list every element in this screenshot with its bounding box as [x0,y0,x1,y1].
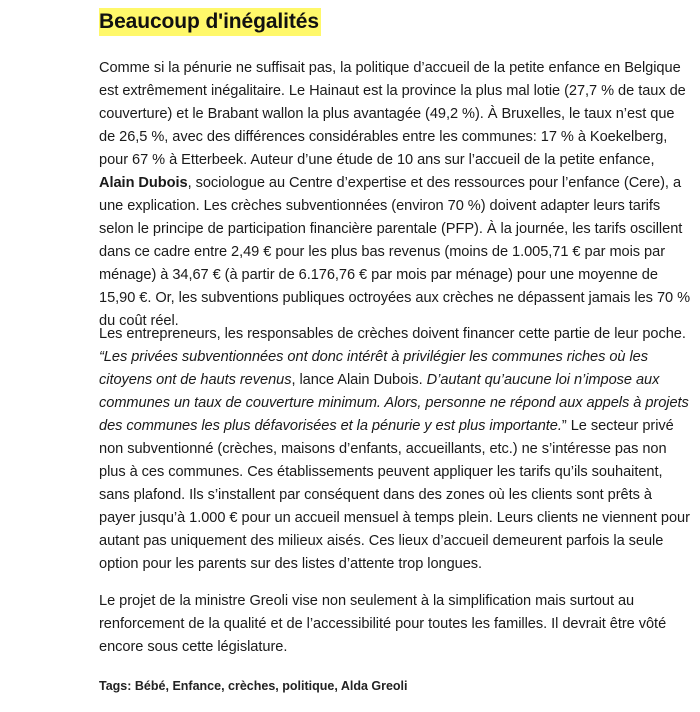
paragraph-2 [99,323,691,576]
paragraph-1 [99,57,691,333]
tags-label: Tags: [99,679,132,693]
paragraph-3: Le projet de la ministre Greoli vise non seulement à la simplification mais surtout au renforcement de la qualité et de l’accessibilité pour toutes les familles. Il devrait être vôté encore sous cette législature. [99,593,667,655]
quote-part-1: “Les privées subventionnées ont donc intérêt à privilégier les communes riches où les citoyens ont de hauts revenus [99,349,648,388]
tag-link[interactable]: Enfance [172,679,222,693]
paragraph-2-text-a: Les entrepreneurs, les responsables de crèches doivent financer cette partie de leur poche. [99,326,686,342]
section-heading-wrap [99,8,691,41]
paragraph-1-text-a: Comme si la pénurie ne suffisait pas, la politique d’accueil de la petite enfance en Belgique est extrêmement inégalitaire. Le Hainaut est la province la plus mal lotie (27,7 % de taux de couverture) et le Brabant wallon la plus avantagée (49,2 %). À Bruxelles, le taux n’est que de 26,5 %, avec des différences considérables entre les communes: 17 % à Koekelberg, pour 67 % à Etterbeek. Auteur d’une étude de 10 ans sur l’accueil de la petite enfance, [99,60,686,168]
paragraph-2-text-c: ” Le secteur privé non subventionné (crèches, maisons d’enfants, accueillants, etc.) ne s’intéresse pas non plus à ces communes. Ces établissements peuvent appliquer les tarifs qu’ils souhaitent, sans plafond. Ils s’installent par conséquent dans des zones où les clients sont prêts à payer jusqu’à 1.000 € pour un accueil mensuel à temps plein. Leurs clients ne viennent pour autant pas uniquement des milieux aisés. Ces lieux d’accueil demeurent parfois la seule option pour les parents sur des listes d’attente trop longues. [99,418,690,572]
tag-link[interactable]: Alda Greoli [340,679,408,693]
quote-part-2: D’autant qu’aucune loi n’impose aux communes un taux de couverture minimum. Alors, personne ne répond aux appels à projets des communes les plus défavorisées et la pénurie y est plus importante. [99,372,689,434]
article-body [99,0,691,693]
tag-link[interactable]: politique [282,679,335,693]
tags-list: Tags: Bébé, Enfance, crèches, politique, Alda Greoli [99,679,408,693]
author-name: Alain Dubois [99,175,188,191]
tag-link[interactable]: crèches [228,679,276,693]
paragraph-2-text-b: , lance Alain Dubois. [291,372,427,388]
tag-link[interactable]: Bébé [134,679,166,693]
section-heading: Beaucoup d'inégalités [99,8,321,36]
paragraph-1-text-b: , sociologue au Centre d’expertise et des ressources pour l’enfance (Cere), a une explication. Les crèches subventionnées (environ 70 %) doivent adapter leurs tarifs selon le principe de participation financière parentale (PFP). À la journée, les tarifs oscillent dans ce cadre entre 2,49 € pour les plus bas revenus (moins de 1.005,71 € par mois par ménage) à 34,67 € (à partir de 6.176,76 € par mois par ménage) pour une moyenne de 15,90 €. Or, les subventions publiques octroyées aux crèches ne dépassent jamais les 70 % du coût réel. [99,175,691,329]
